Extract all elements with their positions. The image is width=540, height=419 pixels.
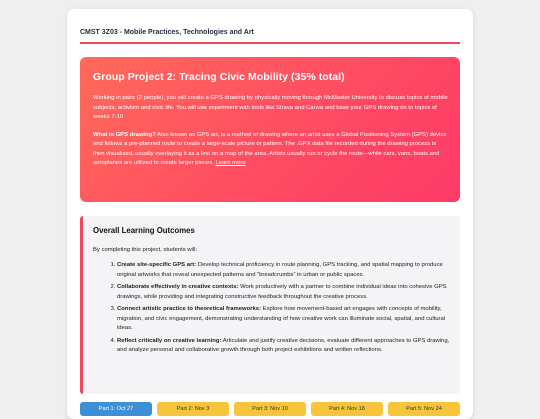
list-item xyxy=(117,337,450,356)
outcome-text: Develop technical proficiency in route planning, GPS tracking, and spatial mapping to produce original artworks that reveal unexpected patterns and “breadcrumbs” in urban or public spaces. xyxy=(117,262,443,278)
course-title: CMST 3Z03 - Mobile Practices, Technologies and Art xyxy=(80,29,254,36)
outcomes-list xyxy=(93,261,450,356)
outcome-lead: Create site-specific GPS art: xyxy=(117,262,197,268)
outcome-lead: Connect artistic practice to theoretical frameworks: xyxy=(117,306,262,312)
project-hero-banner xyxy=(80,57,460,202)
project-title: Group Project 2: Tracing Civic Mobility (35% total) xyxy=(93,71,345,83)
tab-part-1[interactable]: Part 1: Oct 27 xyxy=(80,402,152,416)
outcome-text: Work productively with a partner to combine individual ideas into cohesive GPS drawings, while providing and integrating constructive feedback throughout the creative process. xyxy=(117,284,447,300)
header-divider xyxy=(80,42,460,44)
list-item xyxy=(117,261,450,280)
project-intro: Working in pairs (2 people), you will create a GPS drawing by physically moving through McMaster University to discuss topics of mobile subjects, activism and civic life. You will use experiment with tools like Strava and Canva and base your GPS drawing on to topics of weeks 7-10 xyxy=(93,95,448,120)
project-parts-tabs xyxy=(80,402,460,416)
tab-part-3[interactable]: Part 3: Nov 10 xyxy=(234,402,306,416)
tab-part-4[interactable]: Part 4: Nov 18 xyxy=(311,402,383,416)
outcome-text: Explore how movement-based art engages with concepts of mobility, migration, and civic engagement, demonstrating understanding of how creative work can illuminate social, spatial, and cultural ideas. xyxy=(117,306,446,331)
gps-drawing-label: What is GPS drawing? xyxy=(93,131,156,138)
learn-more-link[interactable]: Learn more xyxy=(215,160,246,166)
tab-part-2[interactable]: Part 2: Nov 3 xyxy=(157,402,229,416)
list-item xyxy=(117,305,450,334)
project-card xyxy=(67,9,473,419)
tab-part-5[interactable]: Part 5: Nov 24 xyxy=(388,402,460,416)
outcome-text: Articulate and justify creative decisions, evaluate different approaches to GPS drawing, and analyze personal and collaborative growth through both project exhibitions and written reflections. xyxy=(117,337,450,353)
outcomes-intro: By completing this project, students will: xyxy=(93,247,198,253)
learning-outcomes-panel xyxy=(80,216,460,394)
outcome-lead: Collaborate effectively in creative contexts: xyxy=(117,284,239,290)
gps-drawing-definition xyxy=(93,131,448,169)
outcome-lead: Reflect critically on creative learning: xyxy=(117,337,222,344)
outcomes-heading: Overall Learning Outcomes xyxy=(93,226,195,235)
list-item xyxy=(117,283,450,302)
gps-drawing-text: Also known as GPS art, is a method of drawing where an artist uses a Global Positioning System (GPS) device and follows a pre-planned route to create a large-scale picture or pattern. The .GPX data file recorded during the drawing process is then visualised, usually overlaying it as a line on a map of the area. Artists usually run or cycle the route—while cars, vans, boats and aeroplanes are utilized to create larger pieces. xyxy=(93,131,447,166)
